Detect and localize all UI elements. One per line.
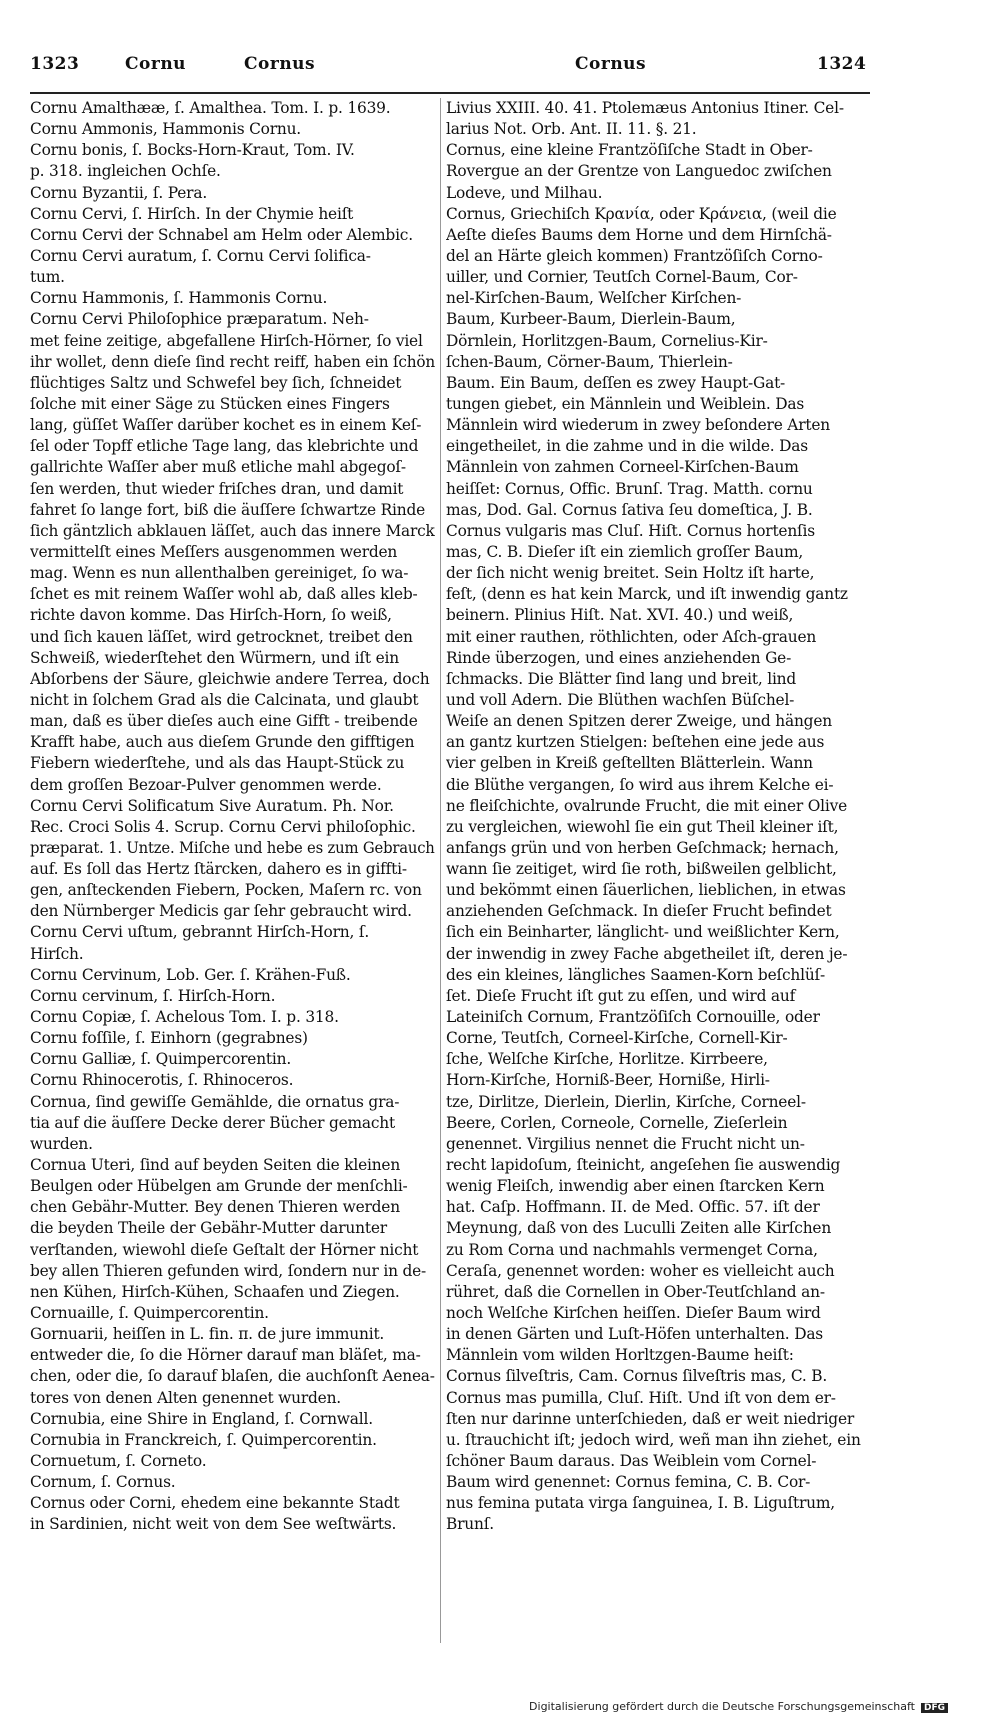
text-line: ſolche mit einer Säge zu Stücken eines Fingers	[30, 394, 390, 413]
text-line: mag. Wenn es nun allenthalben gereiniget, ſo wa-	[30, 564, 409, 583]
text-line: noch Welſche Kirſchen heiſſen. Dieſer Baum wird	[446, 1304, 821, 1323]
text-line: zu vergleichen, wiewohl ſie ein gut Theil kleiner iſt,	[446, 817, 839, 836]
text-line: tungen giebet, ein Männlein und Weiblein. Das	[446, 394, 805, 413]
text-line: Fiebern wiederſtehe, und als das Haupt-Stück zu	[30, 754, 405, 773]
header-rule	[30, 92, 870, 94]
text-line: chen Gebähr-Mutter. Bey denen Thieren werden	[30, 1198, 400, 1217]
text-line: anziehenden Geſchmack. In dieſer Frucht befindet	[446, 902, 832, 921]
text-line: Baum. Ein Baum, deſſen es zwey Haupt-Gat-	[446, 373, 786, 392]
text-line: Cornus oder Corni, ehedem eine bekannte Stadt	[30, 1494, 400, 1513]
text-line: Cornus, eine kleine Frantzöſiſche Stadt in Ober-	[446, 141, 813, 160]
text-line: Lateiniſch Cornum, Frantzöſiſch Cornouille, oder	[446, 1008, 820, 1027]
text-line: Cornu Cervi Solificatum Sive Auratum. Ph. Nor.	[30, 796, 394, 815]
text-line: chen, oder die, ſo darauf blaſen, die auchſonſt Aenea-	[30, 1367, 435, 1386]
running-head-left-1: Cornu	[125, 54, 187, 74]
text-line: beinern. Plinius Hiſt. Nat. XVI. 40.) und weiß,	[446, 606, 794, 625]
text-line: præparat. 1. Untze. Miſche und hebe es zum Gebrauch	[30, 838, 435, 857]
text-line: Cornu Cervi uſtum, gebrannt Hirſch-Horn, ſ.	[30, 923, 370, 942]
text-line: tze, Dirlitze, Dierlein, Dierlin, Kirſche, Corneel-	[446, 1092, 806, 1111]
text-line: Cornu Cervi, ſ. Hirſch. In der Chymie heiſt	[30, 204, 354, 223]
text-line: Männlein wird wiederum in zwey beſondere Arten	[446, 416, 830, 435]
text-line: larius Not. Orb. Ant. II. 11. §. 21.	[446, 120, 697, 139]
text-line: entweder die, ſo die Hörner darauf man bläſet, ma-	[30, 1346, 421, 1365]
text-line: Cornu Rhinocerotis, ſ. Rhinoceros.	[30, 1071, 294, 1090]
text-line: Baum wird genennet: Cornus femina, C. B. Cor-	[446, 1473, 811, 1492]
text-line: bey allen Thieren gefunden wird, ſondern nur in de-	[30, 1261, 427, 1280]
text-line: flüchtiges Saltz und Schwefel bey ſich, ſchneidet	[30, 373, 402, 392]
text-line: ſchöner Baum daraus. Das Weiblein vom Cornel-	[446, 1452, 817, 1470]
text-line: Meynung, daß von des Luculli Zeiten alle Kirſchen	[446, 1219, 832, 1238]
text-line: gallrichte Waſſer aber muß etliche mahl abgegoſ-	[30, 458, 406, 477]
text-line: der inwendig in zwey Fache abgetheilet iſt, deren je-	[446, 944, 848, 963]
text-line: Rec. Croci Solis 4. Scrup. Cornu Cervi philoſophic.	[30, 817, 416, 836]
text-line: Cornuaille, ſ. Quimpercorentin.	[30, 1304, 269, 1323]
text-line: Cornubia, eine Shire in England, ſ. Cornwall.	[30, 1409, 373, 1428]
text-line: heiſſet: Cornus, Offic. Brunſ. Trag. Matth. cornu	[446, 479, 813, 498]
text-line: Lodeve, und Milhau.	[446, 183, 603, 202]
text-line: nen Kühen, Hirſch-Kühen, Schaafen und Ziegen.	[30, 1282, 400, 1301]
text-line: Cornu Cervi Philoſophice præparatum. Neh-	[30, 310, 369, 329]
text-line: Cornu Amalthææ, ſ. Amalthea. Tom. I. p. 1639.	[30, 99, 391, 117]
text-line: ſich gäntzlich abklauen läſſet, auch das innere Marck	[30, 521, 435, 540]
text-line: der ſich nicht wenig breitet. Sein Holtz iſt harte,	[446, 564, 815, 583]
text-line: Cornus mas pumilla, Cluſ. Hiſt. Und iſt von dem er-	[446, 1388, 836, 1407]
text-line: wann ſie zeitiget, wird ſie roth, bißweilen gelblicht,	[446, 860, 837, 879]
text-line: ihr wollet, denn dieſe ſind recht reiff, haben ein ſchön	[30, 352, 435, 371]
text-line: feſt, (denn es hat kein Marck, und iſt inwendig gantz	[446, 585, 848, 604]
text-line: ſet. Dieſe Frucht iſt gut zu eſſen, und wird auf	[446, 986, 796, 1005]
text-line: wenig Fleiſch, inwendig aber einen ſtarcken Kern	[446, 1177, 825, 1196]
text-line: Ceraſa, genennet worden: woher es vielleicht auch	[446, 1261, 835, 1280]
text-line: richte davon komme. Das Hirſch-Horn, ſo weiß,	[30, 606, 392, 625]
text-line: Männlein vom wilden Horltzgen-Baume heiſt:	[446, 1346, 794, 1365]
text-line: p. 318. ingleichen Ochſe.	[30, 162, 221, 181]
text-line: nel-Kirſchen-Baum, Welſcher Kirſchen-	[446, 289, 742, 308]
column-divider	[440, 98, 441, 1643]
text-line: Cornu Cervi der Schnabel am Helm oder Alembic.	[30, 225, 413, 244]
text-line: Cornua, ſind gewiſſe Gemählde, die ornatus gra-	[30, 1092, 400, 1111]
text-line: in Sardinien, nicht weit von dem See weſtwärts.	[30, 1515, 397, 1534]
text-line: Cornu bonis, ſ. Bocks-Horn-Kraut, Tom. IV.	[30, 141, 355, 160]
running-head-right: Cornus	[575, 54, 647, 74]
text-line: Cornu Hammonis, ſ. Hammonis Cornu.	[30, 289, 328, 308]
text-line: fahret ſo lange fort, biß die äuſſere ſchwartze Rinde	[30, 500, 426, 519]
text-line: und bekömmt einen ſäuerlichen, lieblichen, in etwas	[446, 881, 846, 900]
text-line: Brunſ.	[446, 1515, 494, 1534]
text-line: mit einer rauthen, röthlichten, oder Aſch-grauen	[446, 627, 817, 646]
text-line: Abſorbens der Säure, gleichwie andere Terrea, doch	[30, 669, 430, 688]
text-line: den Nürnberger Medicis gar ſehr gebraucht wird.	[30, 902, 412, 921]
text-line: Cornu Byzantii, ſ. Pera.	[30, 183, 208, 202]
text-line: ſche, Welſche Kirſche, Horlitze. Kirrbeere,	[446, 1050, 768, 1069]
text-line: Cornus ſilveſtris, Cam. Cornus ſilveſtris mas, C. B.	[446, 1367, 828, 1386]
text-line: an gantz kurtzen Stielgen: beſtehen eine jede aus	[446, 733, 825, 752]
footer-credit	[529, 1700, 948, 1713]
text-line: Cornus, Griechiſch Κρανία, oder Κράνεια, (weil die	[446, 204, 837, 223]
text-line: ne fleiſchichte, ovalrunde Frucht, die mit einer Olive	[446, 796, 847, 815]
dfg-logo: DFG	[921, 1703, 948, 1713]
text-line: ſchmacks. Die Blätter ſind lang und breit, lind	[446, 669, 797, 688]
text-line: hat. Caſp. Hoffmann. II. de Med. Offic. 57. iſt der	[446, 1198, 820, 1217]
text-line: tores von denen Alten genennet wurden.	[30, 1388, 341, 1407]
text-line: met feine zeitige, abgefallene Hirſch-Hörner, ſo viel	[30, 331, 423, 350]
text-line: Cornua Uteri, ſind auf beyden Seiten die kleinen	[30, 1156, 401, 1175]
text-line: und ſich kauen läſſet, wird getrocknet, treibet den	[30, 627, 413, 646]
text-line: und voll Adern. Die Blüthen wachſen Büſchel-	[446, 690, 795, 709]
text-line: Hirſch.	[30, 944, 84, 963]
text-line: man, daß es über dieſes auch eine Gifft - treibende	[30, 712, 418, 731]
text-line: gen, anſteckenden Fiebern, Pocken, Maſern rc. von	[30, 881, 422, 900]
text-line: vier gelben in Kreiß geſtellten Blätterlein. Wann	[446, 754, 813, 773]
page-number-right: 1324	[817, 54, 867, 74]
text-line: ſen werden, thut wieder friſches dran, und damit	[30, 479, 404, 498]
text-line: Cornu cervinum, ſ. Hirſch-Horn.	[30, 986, 276, 1005]
text-line: Cornu Ammonis, Hammonis Cornu.	[30, 120, 301, 139]
text-line: ſten nur darinne unterſchieden, daß er weit niedriger	[446, 1409, 855, 1428]
text-line: genennet. Virgilius nennet die Frucht nicht un-	[446, 1134, 805, 1153]
text-line: Cornu foſſile, ſ. Einhorn (gegrabnes)	[30, 1029, 308, 1048]
text-line: ſchet es mit reinem Waſſer wohl ab, daß alles kleb-	[30, 585, 418, 604]
page-header	[30, 54, 870, 94]
text-line: Cornus vulgaris mas Cluſ. Hiſt. Cornus hortenſis	[446, 521, 815, 540]
text-line: nus femina putata virga ſanguinea, I. B. Liguſtrum,	[446, 1494, 835, 1513]
text-line: tia auf die äuſſere Decke derer Bücher gemacht	[30, 1113, 395, 1132]
running-head-left-2: Cornus	[244, 54, 316, 74]
text-line: Cornubia in Franckreich, ſ. Quimpercorentin.	[30, 1430, 377, 1449]
text-line: Corne, Teutſch, Corneel-Kirſche, Cornell-Kir-	[446, 1029, 788, 1048]
text-line: Beulgen oder Hübelgen am Grunde der menſchli-	[30, 1177, 408, 1196]
text-line: die beyden Theile der Gebähr-Mutter darunter	[30, 1219, 387, 1238]
text-line: Schweiß, wiederſtehet den Würmern, und iſt ein	[30, 648, 399, 667]
left-column	[30, 98, 435, 1729]
text-line: nicht in ſolchem Grad als die Calcinata, und glaubt	[30, 690, 419, 709]
text-line: tum.	[30, 268, 65, 287]
text-line: verſtanden, wiewohl dieſe Geſtalt der Hörner nicht	[30, 1240, 419, 1259]
page-number-left: 1323	[30, 54, 80, 74]
text-line: ſel oder Topff etliche Tage lang, das klebrichte und	[30, 437, 419, 456]
text-line: vermittelſt eines Meſſers ausgenommen werden	[30, 542, 398, 561]
text-line: Baum, Kurbeer-Baum, Dierlein-Baum,	[446, 310, 736, 329]
text-line: rühret, daß die Cornellen in Ober-Teutſchland an-	[446, 1282, 825, 1301]
text-line: Weiſe an denen Spitzen derer Zweige, und hängen	[446, 712, 832, 731]
text-line: auf. Es ſoll das Hertz ſtärcken, dahero es in giffti-	[30, 860, 407, 879]
text-line: anfangs grün und von herben Geſchmack; hernach,	[446, 838, 839, 857]
text-line: Cornu Galliæ, ſ. Quimpercorentin.	[30, 1050, 292, 1069]
text-line: Livius XXIII. 40. 41. Ptolemæus Antonius Itiner. Cel-	[446, 99, 844, 117]
text-line: lang, güſſet Waſſer darüber kochet es in einem Keſ-	[30, 416, 422, 435]
text-line: Beere, Corlen, Corneole, Cornelle, Zieſerlein	[446, 1113, 788, 1132]
text-line: mas, Dod. Gal. Cornus ſativa ſeu domeſtica, J. B.	[446, 500, 813, 519]
text-line: Rovergue an der Grentze von Languedoc zwiſchen	[446, 162, 832, 181]
text-line: Aeſte dieſes Baums dem Horne und dem Hirnſchä-	[446, 225, 832, 244]
text-line: eingetheilet, in die zahme und in die wilde. Das	[446, 437, 808, 456]
text-line: Rinde überzogen, und eines anziehenden Ge-	[446, 648, 792, 667]
text-line: Männlein von zahmen Corneel-Kirſchen-Baum	[446, 458, 799, 477]
text-line: Cornum, ſ. Cornus.	[30, 1473, 176, 1492]
text-line: ſchen-Baum, Cörner-Baum, Thierlein-	[446, 352, 733, 371]
text-line: recht lapidoſum, ſteinicht, angeſehen ſie auswendig	[446, 1156, 841, 1175]
text-line: u. ſtrauchicht iſt; jedoch wird, weñ man ihn ziehet, ein	[446, 1430, 861, 1449]
text-line: Krafft habe, auch aus dieſem Grunde den gifftigen	[30, 733, 415, 752]
text-line: mas, C. B. Dieſer iſt ein ziemlich groſſer Baum,	[446, 542, 804, 561]
text-line: Cornuetum, ſ. Corneto.	[30, 1452, 207, 1470]
text-line: Cornu Cervi auratum, ſ. Cornu Cervi ſolifica-	[30, 246, 371, 265]
text-line: dem groſſen Bezoar-Pulver genommen werde.	[30, 775, 382, 794]
text-line: ſich ein Beinharter, länglicht- und weißlichter Kern,	[446, 923, 840, 942]
text-line: Cornu Cervinum, Lob. Ger. ſ. Krähen-Fuß.	[30, 965, 351, 984]
text-line: wurden.	[30, 1134, 93, 1153]
footer-text: Digitalisierung gefördert durch die Deutsche Forschungsgemeinschaft	[529, 1700, 915, 1713]
text-line: Dörnlein, Horlitzgen-Baum, Cornelius-Kir-	[446, 331, 768, 350]
text-line: in denen Gärten und Luſt-Höfen unterhalten. Das	[446, 1325, 824, 1344]
text-line: zu Rom Corna und nachmahls vermenget Corna,	[446, 1240, 818, 1259]
text-line: die Blüthe vergangen, ſo wird aus ihrem Kelche ei-	[446, 775, 834, 794]
text-line: Cornu Copiæ, ſ. Achelous Tom. I. p. 318.	[30, 1008, 339, 1027]
right-column	[446, 98, 871, 1729]
text-line: Gornuarii, heiſſen in L. fin. π. de jure immunit.	[30, 1325, 385, 1344]
text-line: des ein kleines, längliches Saamen-Korn beſchlüſ-	[446, 965, 826, 984]
text-line: del an Härte gleich kommen) Frantzöſiſch Corno-	[446, 246, 823, 265]
text-line: Horn-Kirſche, Horniß-Beer, Horniße, Hirli-	[446, 1071, 770, 1090]
text-line: uiller, und Cornier, Teutſch Cornel-Baum, Cor-	[446, 268, 798, 287]
